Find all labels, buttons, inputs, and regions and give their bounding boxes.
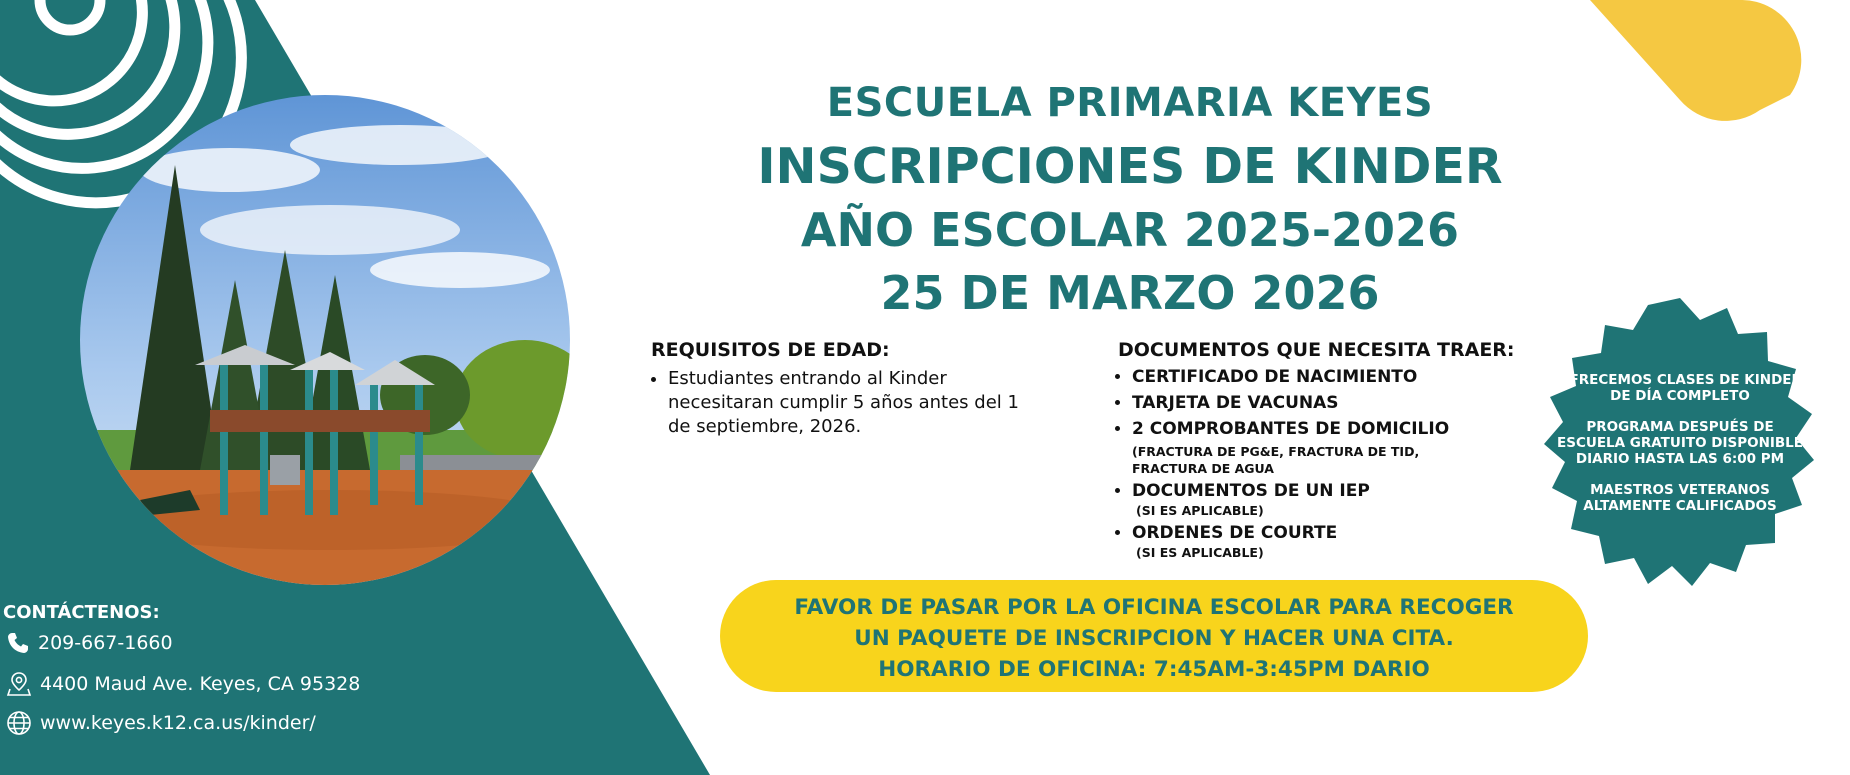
document-label: CERTIFICADO DE NACIMIENTO (1132, 367, 1418, 387)
badge-line: OFRECEMOS CLASES DE KINDER DE DÍA COMPLETO (1558, 372, 1802, 404)
age-requirements-list (650, 367, 1040, 439)
document-label: 2 COMPROBANTES DE DOMICILIO (1132, 419, 1450, 439)
list-item: • Estudiantes entrando al Kinder necesitaran cumplir 5 años antes del 1 de septiembre, 2026. (668, 367, 1040, 439)
document-note: (FRACTURA DE PG&E, FRACTURA DE TID, FRACTURA DE AGUA (1132, 444, 1420, 476)
document-note: (SI ES APLICABLE) (1136, 545, 1264, 560)
badge-text (1555, 372, 1805, 529)
documents-heading: DOCUMENTOS QUE NECESITA TRAER: (1118, 339, 1515, 361)
school-year: AÑO ESCOLAR 2025-2026 (800, 203, 1460, 257)
notice-line: UN PAQUETE DE INSCRIPCION Y HACER UNA CITA. (854, 626, 1454, 651)
list-item (1132, 366, 1482, 388)
globe-icon (6, 710, 32, 736)
school-name: ESCUELA PRIMARIA KEYES (826, 80, 1434, 126)
address-text: 4400 Maud Ave. Keyes, CA 95328 (40, 673, 361, 695)
website-link[interactable]: www.keyes.k12.ca.us/kinder/ (40, 712, 316, 734)
document-label: DOCUMENTOS DE UN IEP (1132, 481, 1370, 501)
notice-line: HORARIO DE OFICINA: 7:45AM-3:45PM DARIO (878, 657, 1430, 682)
list-item (1132, 392, 1482, 414)
list-item (1132, 522, 1482, 561)
notice-line: FAVOR DE PASAR POR LA OFICINA ESCOLAR PARA RECOGER (794, 595, 1514, 620)
contact-address[interactable] (6, 671, 360, 697)
contact-phone[interactable] (6, 631, 173, 655)
document-label: ORDENES DE COURTE (1132, 523, 1338, 543)
notice-text (720, 592, 1588, 685)
age-requirements-heading: REQUISITOS DE EDAD: (651, 339, 890, 361)
contact-website[interactable] (6, 710, 316, 736)
documents-list (1116, 366, 1482, 561)
yellow-accent-shape (1590, 0, 1801, 121)
contact-heading: CONTÁCTENOS: (3, 602, 160, 623)
list-item (1132, 418, 1482, 477)
event-date: 25 DE MARZO 2026 (880, 266, 1380, 320)
phone-number: 209-667-1660 (38, 632, 173, 654)
list-item (1132, 480, 1482, 519)
phone-icon (6, 631, 30, 655)
badge-line: PROGRAMA DESPUÉS DE ESCUELA GRATUITO DISPONIBLE DIARIO HASTA LAS 6:00 PM (1557, 419, 1803, 467)
location-pin-icon (6, 671, 32, 697)
document-note: (SI ES APLICABLE) (1136, 503, 1264, 518)
badge-line: MAESTROS VETERANOS ALTAMENTE CALIFICADOS (1583, 482, 1777, 514)
event-title: INSCRIPCIONES DE KINDER (757, 138, 1503, 195)
document-label: TARJETA DE VACUNAS (1132, 393, 1339, 413)
